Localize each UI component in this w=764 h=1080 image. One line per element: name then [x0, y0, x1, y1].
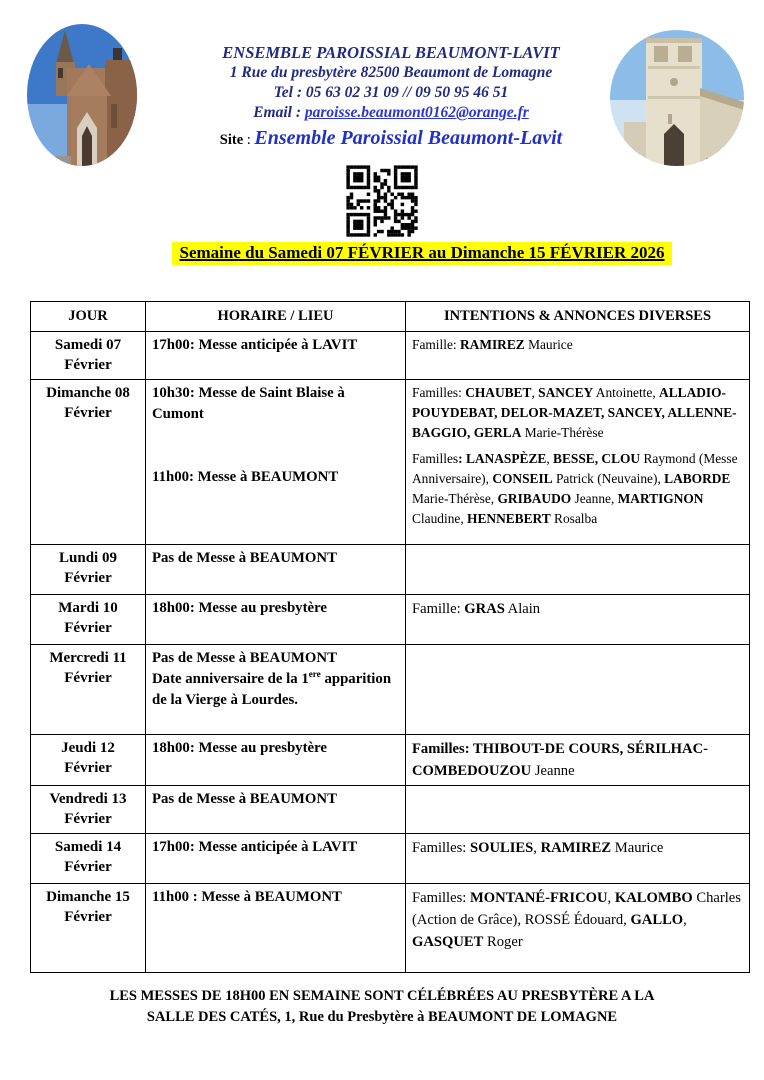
footer-note — [55, 986, 709, 1028]
schedule-row — [31, 735, 750, 786]
org-address: 1 Rue du presbytère 82500 Beaumont de Lomagne — [229, 64, 553, 81]
footer-line-1: LES MESSES DE 18H00 EN SEMAINE SONT CÉLÉBRÉES AU PRESBYTÈRE A LA — [109, 988, 655, 1004]
horaire-cell: 18h00: Messe au presbytère — [146, 595, 406, 645]
schedule-row — [31, 332, 750, 380]
intentions-cell: Familles: CHAUBET, SANCEY Antoinette, ALLADIO- POUYDEBAT, DELOR-MAZET, SANCEY, ALLENNE-BAGGIO, GERLA Marie-Thérèse Familles: LANASPÈZE, BESSE, CLOU Raymond (Messe Anniversaire), CONSEIL Patrick (Neuvaine), LABORDE Marie-Thérèse, GRIBAUDO Jeanne, MARTIGNON Claudine, HENNEBERT Rosalba — [406, 380, 750, 545]
intentions-cell: Familles: SOULIES, RAMIREZ Maurice — [406, 834, 750, 884]
day-cell: Mardi 10 Février — [31, 595, 146, 645]
intentions-cell — [406, 545, 750, 595]
schedule-row — [31, 786, 750, 834]
day-cell: Dimanche 08 Février — [31, 380, 146, 545]
horaire-cell: 17h00: Messe anticipée à LAVIT — [146, 332, 406, 380]
site-name: Ensemble Paroissial Beaumont-Lavit — [254, 127, 563, 149]
horaire-cell: 18h00: Messe au presbytère — [146, 735, 406, 786]
org-name: ENSEMBLE PAROISSIAL BEAUMONT-LAVIT — [222, 43, 560, 62]
site-separator: : — [243, 132, 255, 148]
horaire-cell: 10h30: Messe de Saint Blaise à Cumont 11h00: Messe à BEAUMONT — [146, 380, 406, 545]
site-label: Site — [219, 132, 244, 148]
header-contact-block — [140, 42, 642, 153]
qr-code — [343, 162, 421, 240]
horaire-cell: Pas de Messe à BEAUMONT — [146, 786, 406, 834]
intentions-cell: Familles: MONTANÉ-FRICOU, KALOMBO Charles (Action de Grâce), ROSSÉ Édouard, GALLO, GASQUET Roger — [406, 884, 750, 973]
intentions-cell: Familles: THIBOUT-DE COURS, SÉRILHAC-COMBEDOUZOU Jeanne — [406, 735, 750, 786]
schedule-table-body — [31, 332, 750, 973]
intentions-cell — [406, 645, 750, 735]
beaumont-church-illustration — [27, 24, 137, 166]
intentions-cell: Famille: GRAS Alain — [406, 595, 750, 645]
week-banner: Semaine du Samedi 07 FÉVRIER au Dimanche 15 FÉVRIER 2026 — [172, 242, 671, 265]
beaumont-church-photo — [27, 24, 137, 166]
schedule-row — [31, 545, 750, 595]
site-line — [140, 125, 642, 153]
day-cell: Jeudi 12 Février — [31, 735, 146, 786]
schedule-table — [30, 301, 750, 973]
schedule-row — [31, 645, 750, 735]
day-cell: Vendredi 13 Février — [31, 786, 146, 834]
qr-code-graphic — [343, 162, 421, 240]
week-banner-wrap — [80, 242, 764, 265]
day-cell: Samedi 14 Février — [31, 834, 146, 884]
column-header-horaire: HORAIRE / LIEU — [146, 302, 406, 332]
column-header-jour: JOUR — [31, 302, 146, 332]
schedule-row — [31, 595, 750, 645]
intentions-cell: Famille: RAMIREZ Maurice — [406, 332, 750, 380]
day-cell: Mercredi 11 Février — [31, 645, 146, 735]
email-label: Email : — [253, 104, 305, 121]
column-header-intentions: INTENTIONS & ANNONCES DIVERSES — [406, 302, 750, 332]
org-phone: Tel : 05 63 02 31 09 // 09 50 95 46 51 — [273, 84, 509, 101]
day-cell: Dimanche 15 Février — [31, 884, 146, 973]
intentions-cell — [406, 786, 750, 834]
day-cell: Lundi 09 Février — [31, 545, 146, 595]
schedule-row — [31, 380, 750, 545]
footer-line-2: SALLE DES CATÉS, 1, Rue du Presbytère à BEAUMONT DE LOMAGNE — [146, 1009, 618, 1025]
email-link[interactable]: paroisse.beaumont0162@orange.fr — [304, 104, 529, 121]
horaire-cell: 11h00 : Messe à BEAUMONT — [146, 884, 406, 973]
schedule-header-row — [31, 302, 750, 332]
horaire-cell: Pas de Messe à BEAUMONT Date anniversaire de la 1ere apparition de la Vierge à Lourdes. — [146, 645, 406, 735]
horaire-cell: 17h00: Messe anticipée à LAVIT — [146, 834, 406, 884]
day-cell: Samedi 07 Février — [31, 332, 146, 380]
schedule-row — [31, 834, 750, 884]
horaire-cell: Pas de Messe à BEAUMONT — [146, 545, 406, 595]
schedule-row — [31, 884, 750, 973]
email-line — [140, 103, 642, 123]
